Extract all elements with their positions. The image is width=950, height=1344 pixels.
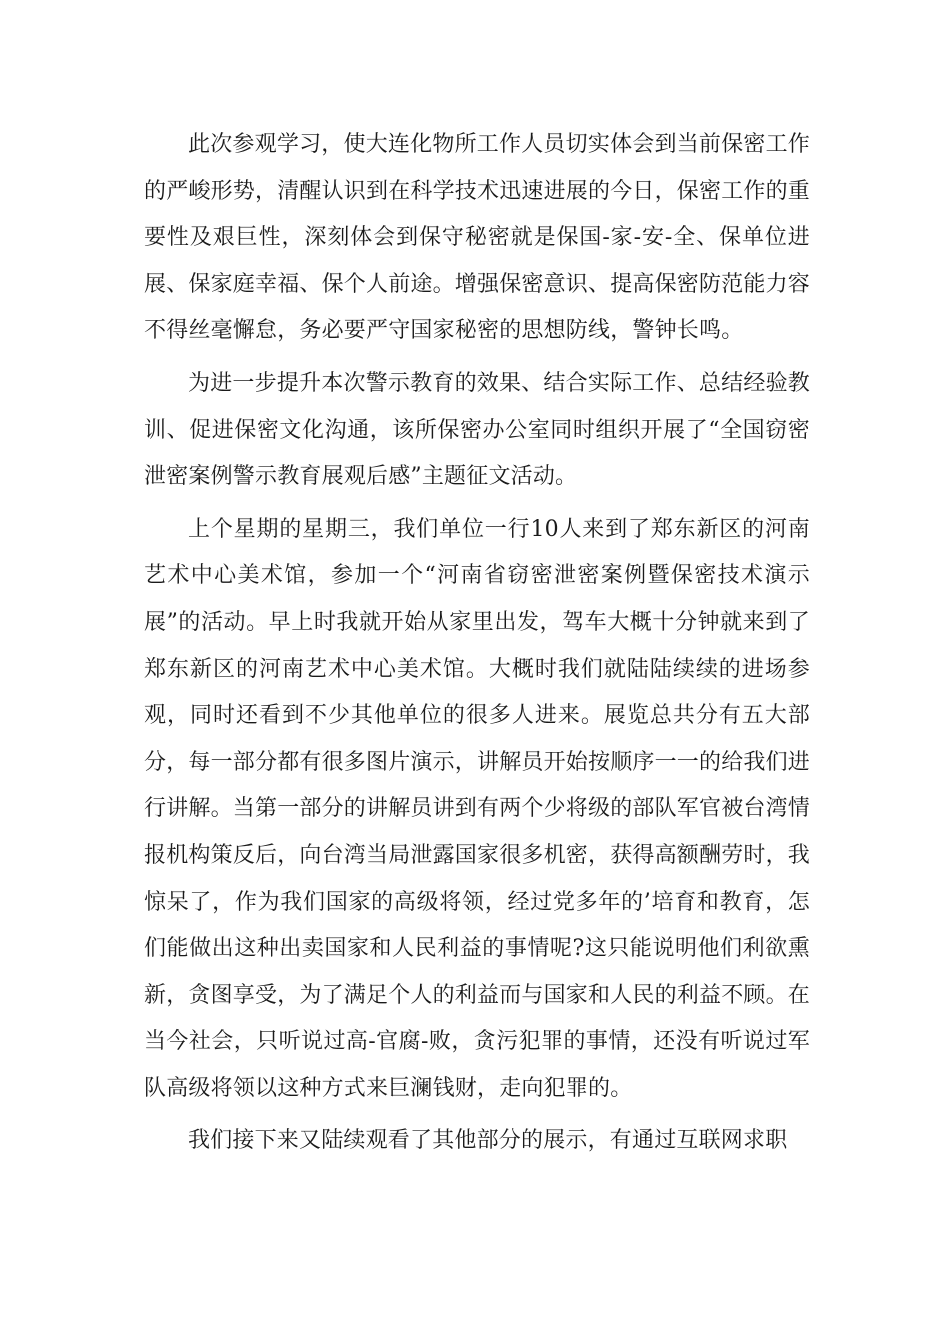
- paragraph-4: 我们接下来又陆续观看了其他部分的展示，有通过互联网求职: [188, 1128, 788, 1154]
- paragraph-2: 为进一步提升本次警示教育的效果、结合实际工作、总结经验教训、促进保密文化沟通，该所保密办公室同时组织开展了“全国窃密泄密案例警示教育展观后感”主题征文活动。: [144, 370, 810, 490]
- paragraph-1: 此次参观学习，使大连化物所工作人员切实体会到当前保密工作的严峻形势，清醒认识到在科学技术迅速进展的今日，保密工作的重要性及艰巨性，深刻体会到保守秘密就是保国-家-安-全、保单位进展、保家庭幸福、保个人前途。增强保密意识、提高保密防范能力容不得丝毫懈怠，务必要严守国家秘密的思想防线，警钟长鸣。: [144, 132, 811, 344]
- document-body: [144, 122, 810, 1171]
- paragraph-3: 上个星期的星期三，我们单位一行10人来到了郑东新区的河南艺术中心美术馆，参加一个“河南省窃密泄密案例暨保密技术演示展”的活动。早上时我就开始从家里出发，驾车大概十分钟就来到了郑东新区的河南艺术中心美术馆。大概时我们就陆陆续续的进场参观，同时还看到不少其他单位的很多人进来。展览总共分有五大部分，每一部分都有很多图片演示，讲解员开始按顺序一一的给我们进行讲解。当第一部分的讲解员讲到有两个少将级的部队军官被台湾情报机构策反后，向台湾当局泄露国家很多机密，获得高额酬劳时，我惊呆了，作为我们国家的高级将领，经过党多年的’培育和教育，怎们能做出这种出卖国家和人民利益的事情呢?这只能说明他们利欲熏新，贪图享受，为了满足个人的利益而与国家和人民的利益不顾。在当今社会，只听说过高-官腐-败，贪污犯罪的事情，还没有听说过军队高级将领以这种方式来巨澜钱财，走向犯罪的。: [144, 516, 811, 1101]
